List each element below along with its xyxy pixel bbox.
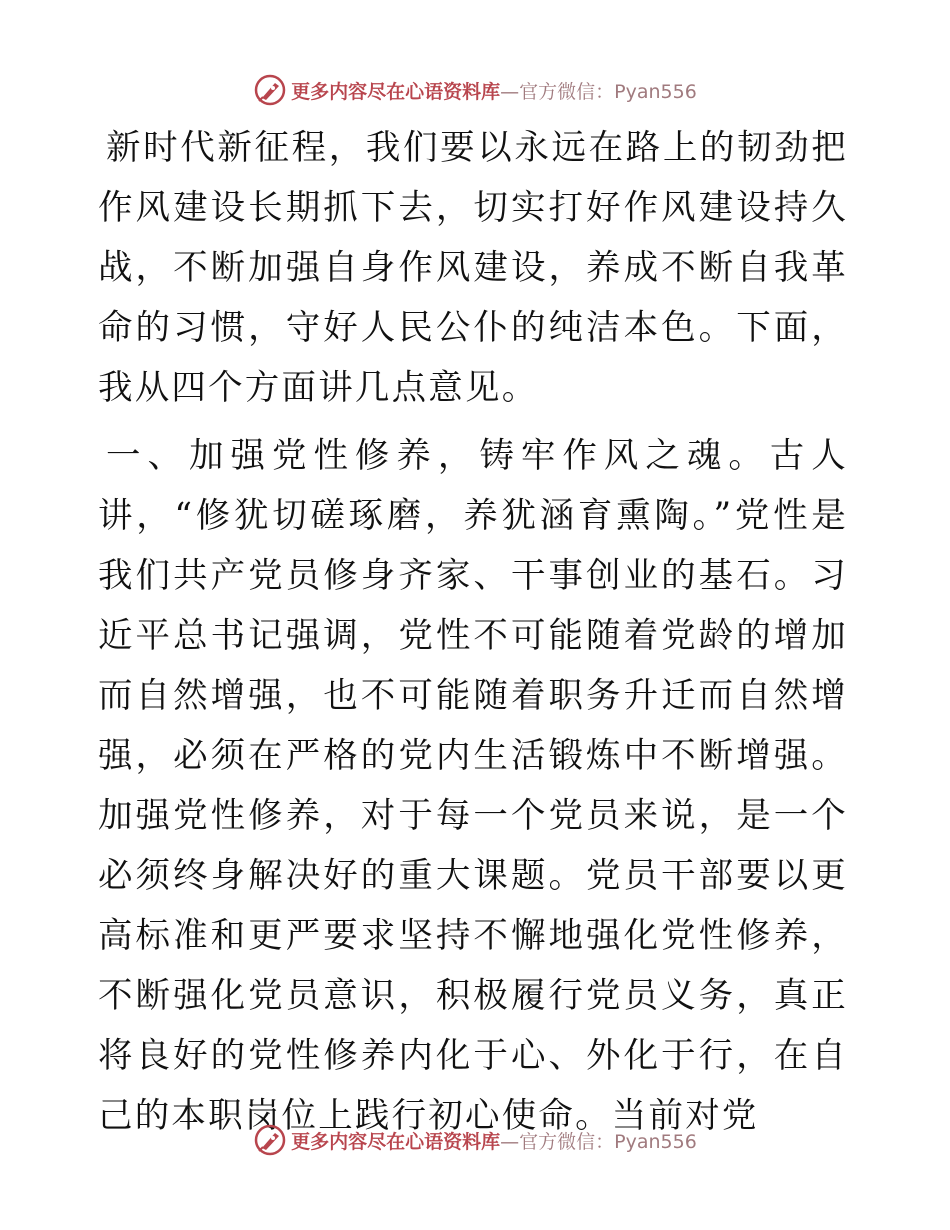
watermark-brand-text: 更多内容尽在心语资料库 — [291, 1130, 501, 1153]
pen-nib-circle-icon — [253, 1123, 287, 1157]
paragraph-intro: 新时代新征程，我们要以永远在路上的韧劲把作风建设长期抓下去，切实打好作风建设持久战，不断加强自身作风建设，养成不断自我革命的习惯，守好人民公仆的纯洁本色。下面，我从四个方面讲几点意见。 — [98, 128, 848, 408]
watermark-wechat-text: —官方微信：Pyan556 — [500, 1130, 697, 1153]
watermark-wechat-text: —官方微信：Pyan556 — [500, 80, 697, 103]
document-body — [98, 118, 848, 1146]
watermark-brand-text: 更多内容尽在心语资料库 — [291, 80, 501, 103]
pen-nib-circle-icon — [253, 73, 287, 107]
footer-watermark — [0, 1120, 950, 1160]
paragraph-section-one: 一、加强党性修养，铸牢作风之魂。古人讲，“修犹切磋琢磨，养犹涵育熏陶。”党性是我们共产党员修身齐家、干事创业的基石。习近平总书记强调，党性不可能随着党龄的增加而自然增强，也不可能随着职务升迁而自然增强，必须在严格的党内生活锻炼中不断增强。加强党性修养，对于每一个党员来说，是一个必须终身解决好的重大课题。党员干部要以更高标准和更严要求坚持不懈地强化党性修养，不断强化党员意识，积极履行党员义务，真正将良好的党性修养内化于心、外化于行，在自己的本职岗位上践行初心使命。当前对党 — [98, 436, 848, 1136]
header-watermark — [0, 70, 950, 110]
